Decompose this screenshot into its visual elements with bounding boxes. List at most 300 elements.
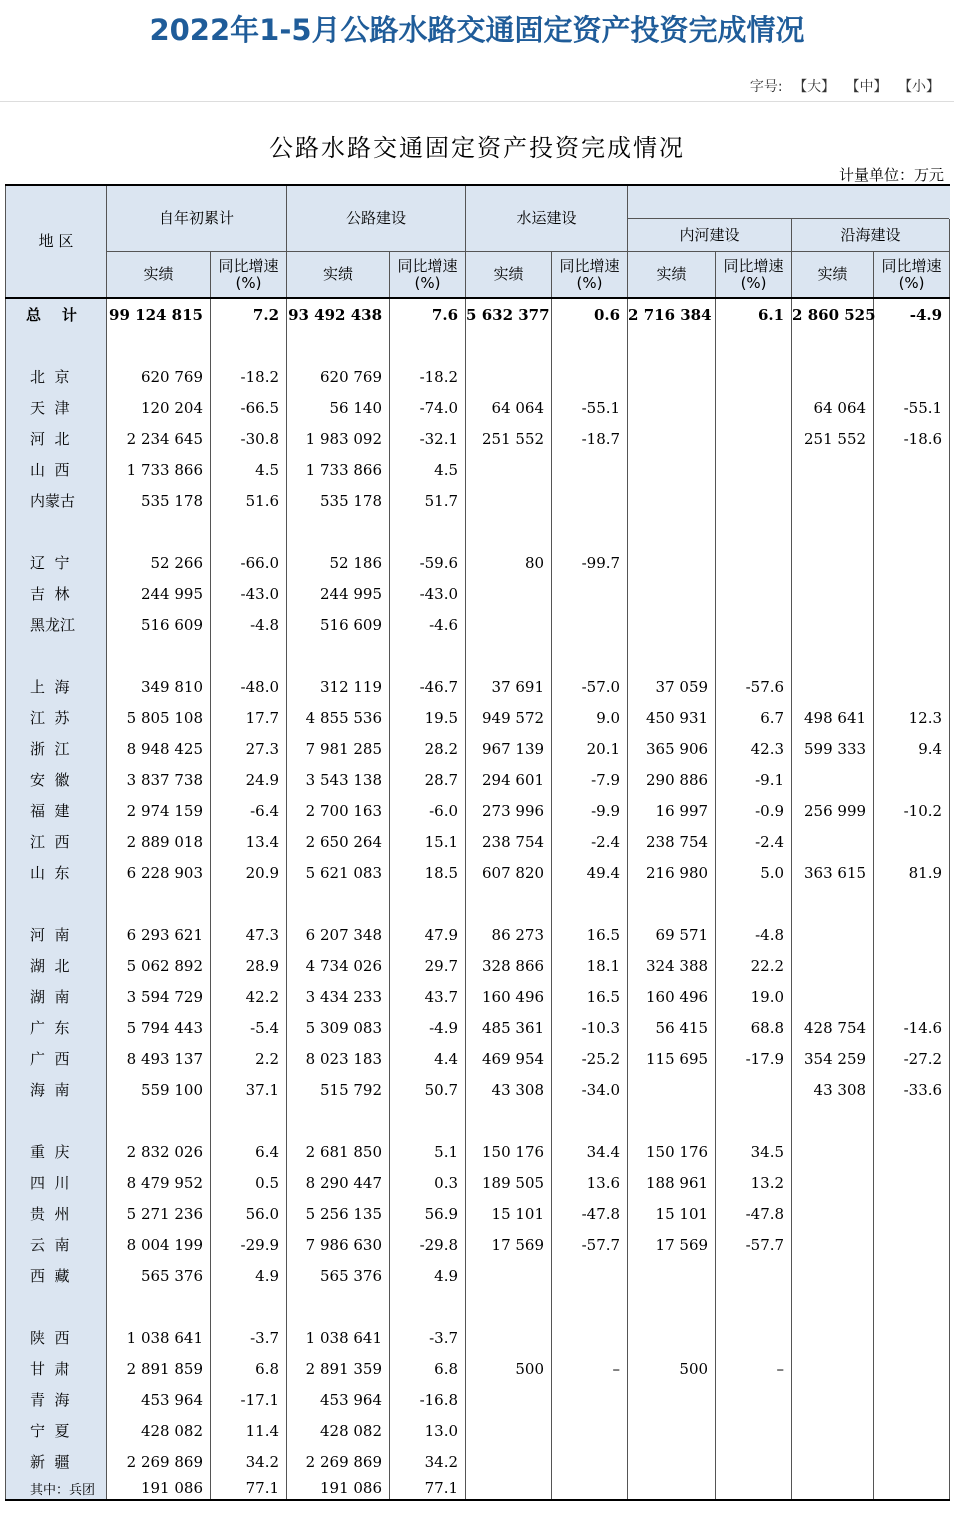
actual-value-cell	[792, 578, 874, 609]
actual-value-cell: 251 552	[792, 423, 874, 454]
yoy-value-cell: 81.9	[874, 857, 950, 888]
spacer-cell	[107, 1291, 211, 1322]
yoy-value-cell	[716, 1415, 792, 1446]
actual-value-cell	[628, 423, 716, 454]
spacer-cell	[107, 640, 211, 671]
yoy-value-cell: -18.2	[211, 361, 287, 392]
spacer-cell	[107, 1105, 211, 1136]
spacer-cell	[874, 640, 950, 671]
yoy-value-cell: 34.2	[390, 1446, 466, 1477]
actual-value-cell: 535 178	[107, 485, 211, 516]
yoy-value-cell: 34.4	[552, 1136, 628, 1167]
spacer-cell	[716, 330, 792, 361]
actual-value-cell	[792, 1384, 874, 1415]
actual-value-cell: 565 376	[107, 1260, 211, 1291]
yoy-value-cell	[716, 392, 792, 423]
yoy-value-cell: 6.8	[211, 1353, 287, 1384]
yoy-value-cell	[552, 609, 628, 640]
table-row	[6, 361, 950, 392]
header-region: 地 区	[6, 185, 107, 298]
actual-value-cell	[792, 1322, 874, 1353]
spacer-cell	[716, 640, 792, 671]
actual-value-cell: 500	[628, 1353, 716, 1384]
yoy-value-cell: 12.3	[874, 702, 950, 733]
yoy-value-cell: -2.4	[552, 826, 628, 857]
yoy-value-cell	[716, 1384, 792, 1415]
spacer-cell	[628, 1105, 716, 1136]
group-spacer-row	[6, 1105, 950, 1136]
region-cell: 辽 宁	[6, 547, 107, 578]
actual-value-cell: 535 178	[287, 485, 390, 516]
yoy-value-cell	[874, 578, 950, 609]
actual-value-cell: 15 101	[466, 1198, 552, 1229]
yoy-value-cell: -4.9	[874, 298, 950, 330]
table-row	[6, 1043, 950, 1074]
yoy-value-cell	[552, 1446, 628, 1477]
actual-value-cell: 8 290 447	[287, 1167, 390, 1198]
table-row	[6, 857, 950, 888]
font-size-medium-link[interactable]: 【中】	[845, 79, 888, 95]
actual-value-cell: 559 100	[107, 1074, 211, 1105]
yoy-value-cell: 0.5	[211, 1167, 287, 1198]
spacer-cell	[211, 516, 287, 547]
yoy-value-cell: 77.1	[211, 1477, 287, 1500]
yoy-value-cell: 6.8	[390, 1353, 466, 1384]
actual-value-cell: 428 082	[287, 1415, 390, 1446]
header-pct-label: (%)	[898, 273, 925, 292]
spacer-cell	[874, 1105, 950, 1136]
actual-value-cell	[792, 361, 874, 392]
actual-value-cell	[792, 950, 874, 981]
spacer-cell	[716, 516, 792, 547]
yoy-value-cell: 6.4	[211, 1136, 287, 1167]
yoy-value-cell: 17.7	[211, 702, 287, 733]
yoy-value-cell: 4.9	[390, 1260, 466, 1291]
spacer-cell	[211, 640, 287, 671]
yoy-value-cell: -14.6	[874, 1012, 950, 1043]
actual-value-cell	[792, 1446, 874, 1477]
actual-value-cell: 5 271 236	[107, 1198, 211, 1229]
region-cell: 浙 江	[6, 733, 107, 764]
actual-value-cell: 8 479 952	[107, 1167, 211, 1198]
actual-value-cell	[792, 1198, 874, 1229]
spacer-cell	[287, 1105, 390, 1136]
actual-value-cell	[466, 485, 552, 516]
yoy-value-cell: -4.8	[211, 609, 287, 640]
actual-value-cell: 4 855 536	[287, 702, 390, 733]
spacer-cell	[211, 1105, 287, 1136]
actual-value-cell: 2 832 026	[107, 1136, 211, 1167]
actual-value-cell: 52 186	[287, 547, 390, 578]
actual-value-cell: 2 234 645	[107, 423, 211, 454]
region-cell: 新 疆	[6, 1446, 107, 1477]
spacer-cell	[792, 330, 874, 361]
font-size-small-link[interactable]: 【小】	[898, 79, 940, 95]
yoy-value-cell: -2.4	[716, 826, 792, 857]
yoy-value-cell: -46.7	[390, 671, 466, 702]
actual-value-cell	[792, 454, 874, 485]
yoy-value-cell: 16.5	[552, 919, 628, 950]
header-water: 水运建设	[466, 185, 628, 252]
yoy-value-cell: -17.9	[716, 1043, 792, 1074]
table-row	[6, 764, 950, 795]
actual-value-cell: 290 886	[628, 764, 716, 795]
yoy-value-cell	[874, 1446, 950, 1477]
header-yoy-label: 同比增速	[397, 256, 458, 275]
yoy-value-cell: 47.9	[390, 919, 466, 950]
table-row	[6, 609, 950, 640]
yoy-value-cell: 42.2	[211, 981, 287, 1012]
yoy-value-cell: -55.1	[552, 392, 628, 423]
region-cell: 上 海	[6, 671, 107, 702]
yoy-value-cell: 5.0	[716, 857, 792, 888]
table-row	[6, 454, 950, 485]
yoy-value-cell: 28.7	[390, 764, 466, 795]
yoy-value-cell	[874, 454, 950, 485]
yoy-value-cell: 51.7	[390, 485, 466, 516]
actual-value-cell	[466, 609, 552, 640]
yoy-value-cell: 43.7	[390, 981, 466, 1012]
yoy-value-cell: 13.2	[716, 1167, 792, 1198]
spacer-cell	[792, 640, 874, 671]
yoy-value-cell	[874, 1415, 950, 1446]
actual-value-cell: 2 860 525	[792, 298, 874, 330]
actual-value-cell: 160 496	[466, 981, 552, 1012]
yoy-value-cell: -29.9	[211, 1229, 287, 1260]
actual-value-cell: 3 594 729	[107, 981, 211, 1012]
header-coastal: 沿海建设	[792, 219, 950, 252]
actual-value-cell	[628, 361, 716, 392]
actual-value-cell: 2 650 264	[287, 826, 390, 857]
yoy-value-cell	[552, 1477, 628, 1500]
actual-value-cell: 5 794 443	[107, 1012, 211, 1043]
yoy-value-cell: 56.0	[211, 1198, 287, 1229]
yoy-value-cell: 29.7	[390, 950, 466, 981]
spacer-cell	[211, 330, 287, 361]
table-title: 公路水路交通固定资产投资完成情况	[269, 134, 685, 162]
region-cell: 安 徽	[6, 764, 107, 795]
actual-value-cell: 2 269 869	[107, 1446, 211, 1477]
actual-value-cell: 17 569	[466, 1229, 552, 1260]
yoy-value-cell: -16.8	[390, 1384, 466, 1415]
header-inland: 内河建设	[628, 219, 792, 252]
region-cell: 重 庆	[6, 1136, 107, 1167]
actual-value-cell: 16 997	[628, 795, 716, 826]
yoy-value-cell: -18.2	[390, 361, 466, 392]
yoy-value-cell	[874, 950, 950, 981]
yoy-value-cell: -66.5	[211, 392, 287, 423]
actual-value-cell: 1 983 092	[287, 423, 390, 454]
spacer-cell	[211, 1291, 287, 1322]
actual-value-cell	[628, 1446, 716, 1477]
yoy-value-cell	[552, 485, 628, 516]
region-cell: 西 藏	[6, 1260, 107, 1291]
actual-value-cell: 1 038 641	[287, 1322, 390, 1353]
actual-value-cell	[466, 578, 552, 609]
yoy-value-cell: -57.7	[716, 1229, 792, 1260]
yoy-value-cell: -74.0	[390, 392, 466, 423]
actual-value-cell: 191 086	[107, 1477, 211, 1500]
actual-value-cell: 15 101	[628, 1198, 716, 1229]
yoy-value-cell: -48.0	[211, 671, 287, 702]
yoy-value-cell	[716, 1446, 792, 1477]
spacer-cell	[287, 888, 390, 919]
actual-value-cell: 8 948 425	[107, 733, 211, 764]
yoy-value-cell: -6.4	[211, 795, 287, 826]
yoy-value-cell: -34.0	[552, 1074, 628, 1105]
yoy-value-cell	[874, 609, 950, 640]
spacer-cell	[552, 888, 628, 919]
yoy-value-cell: 0.3	[390, 1167, 466, 1198]
spacer-cell	[466, 888, 552, 919]
region-cell: 江 西	[6, 826, 107, 857]
spacer-cell	[874, 330, 950, 361]
region-cell: 广 东	[6, 1012, 107, 1043]
yoy-value-cell	[874, 1198, 950, 1229]
table-row	[6, 1384, 950, 1415]
actual-value-cell: 2 889 018	[107, 826, 211, 857]
actual-value-cell: 7 986 630	[287, 1229, 390, 1260]
group-spacer-row	[6, 330, 950, 361]
yoy-value-cell	[716, 1322, 792, 1353]
spacer-cell	[107, 888, 211, 919]
region-cell: 江 苏	[6, 702, 107, 733]
actual-value-cell: 620 769	[107, 361, 211, 392]
yoy-value-cell	[716, 361, 792, 392]
region-cell: 甘 肃	[6, 1353, 107, 1384]
yoy-value-cell: 13.6	[552, 1167, 628, 1198]
header-pct-label: (%)	[235, 273, 262, 292]
region-cell: 吉 林	[6, 578, 107, 609]
actual-value-cell	[628, 1415, 716, 1446]
actual-value-cell: 3 543 138	[287, 764, 390, 795]
spacer-cell	[6, 640, 107, 671]
actual-value-cell: 256 999	[792, 795, 874, 826]
spacer-cell	[792, 516, 874, 547]
header-highway-actual: 实绩	[287, 252, 390, 299]
yoy-value-cell	[716, 1074, 792, 1105]
table-row	[6, 1136, 950, 1167]
table-row	[6, 702, 950, 733]
actual-value-cell: 8 493 137	[107, 1043, 211, 1074]
yoy-value-cell: 42.3	[716, 733, 792, 764]
page-title: 2022年1-5月公路水路交通固定资产投资完成情况	[149, 13, 805, 47]
yoy-value-cell: -17.1	[211, 1384, 287, 1415]
actual-value-cell	[792, 764, 874, 795]
spacer-cell	[716, 1291, 792, 1322]
yoy-value-cell: -18.7	[552, 423, 628, 454]
actual-value-cell	[628, 485, 716, 516]
actual-value-cell	[466, 1477, 552, 1500]
yoy-value-cell: -55.1	[874, 392, 950, 423]
actual-value-cell	[792, 1353, 874, 1384]
actual-value-cell: 56 140	[287, 392, 390, 423]
actual-value-cell: 2 681 850	[287, 1136, 390, 1167]
actual-value-cell: 150 176	[466, 1136, 552, 1167]
spacer-cell	[390, 1105, 466, 1136]
region-cell: 宁 夏	[6, 1415, 107, 1446]
spacer-cell	[287, 640, 390, 671]
actual-value-cell	[466, 1322, 552, 1353]
header-yoy-label: 同比增速	[723, 256, 784, 275]
actual-value-cell: 967 139	[466, 733, 552, 764]
yoy-value-cell: -25.2	[552, 1043, 628, 1074]
actual-value-cell	[792, 981, 874, 1012]
region-cell: 海 南	[6, 1074, 107, 1105]
actual-value-cell: 120 204	[107, 392, 211, 423]
actual-value-cell: 312 119	[287, 671, 390, 702]
header-inland-actual: 实绩	[628, 252, 716, 299]
yoy-value-cell	[552, 578, 628, 609]
actual-value-cell: 2 716 384	[628, 298, 716, 330]
actual-value-cell	[628, 1384, 716, 1415]
actual-value-cell: 5 805 108	[107, 702, 211, 733]
yoy-value-cell: -57.7	[552, 1229, 628, 1260]
actual-value-cell: 150 176	[628, 1136, 716, 1167]
yoy-value-cell	[874, 1353, 950, 1384]
actual-value-cell	[466, 454, 552, 485]
yoy-value-cell: -47.8	[552, 1198, 628, 1229]
spacer-cell	[287, 1291, 390, 1322]
table-row	[6, 919, 950, 950]
yoy-value-cell: -43.0	[390, 578, 466, 609]
actual-value-cell: 349 810	[107, 671, 211, 702]
table-row	[6, 1198, 950, 1229]
yoy-value-cell: 22.2	[716, 950, 792, 981]
actual-value-cell: 3 434 233	[287, 981, 390, 1012]
table-row	[6, 981, 950, 1012]
actual-value-cell: 354 259	[792, 1043, 874, 1074]
yoy-value-cell	[552, 1322, 628, 1353]
region-cell: 天 津	[6, 392, 107, 423]
yoy-value-cell: 20.9	[211, 857, 287, 888]
yoy-value-cell: -66.0	[211, 547, 287, 578]
spacer-cell	[107, 516, 211, 547]
font-size-large-link[interactable]: 【大】	[793, 79, 836, 95]
font-size-label: 字号:	[749, 79, 783, 95]
table-row	[6, 392, 950, 423]
table-row	[6, 795, 950, 826]
yoy-value-cell: 4.5	[211, 454, 287, 485]
yoy-value-cell: -3.7	[390, 1322, 466, 1353]
actual-value-cell: 64 064	[792, 392, 874, 423]
spacer-cell	[792, 888, 874, 919]
font-size-switcher	[750, 76, 940, 96]
yoy-value-cell	[874, 1260, 950, 1291]
yoy-value-cell: 24.9	[211, 764, 287, 795]
spacer-cell	[792, 1105, 874, 1136]
yoy-value-cell: 34.5	[716, 1136, 792, 1167]
table-row	[6, 1074, 950, 1105]
yoy-value-cell: –	[716, 1353, 792, 1384]
group-spacer-row	[6, 888, 950, 919]
actual-value-cell	[628, 1074, 716, 1105]
actual-value-cell	[628, 1322, 716, 1353]
spacer-cell	[466, 516, 552, 547]
yoy-value-cell: -33.6	[874, 1074, 950, 1105]
header-ytd-yoy	[211, 252, 287, 299]
yoy-value-cell	[716, 423, 792, 454]
header-water-actual: 实绩	[466, 252, 552, 299]
yoy-value-cell	[874, 1384, 950, 1415]
yoy-value-cell	[716, 1477, 792, 1500]
yoy-value-cell	[716, 454, 792, 485]
actual-value-cell: 6 293 621	[107, 919, 211, 950]
yoy-value-cell: 13.0	[390, 1415, 466, 1446]
header-water-spacer	[628, 185, 950, 219]
actual-value-cell: 8 023 183	[287, 1043, 390, 1074]
yoy-value-cell: 47.3	[211, 919, 287, 950]
spacer-cell	[466, 1105, 552, 1136]
spacer-cell	[552, 640, 628, 671]
actual-value-cell: 2 700 163	[287, 795, 390, 826]
actual-value-cell	[792, 1477, 874, 1500]
yoy-value-cell	[716, 1260, 792, 1291]
yoy-value-cell: -6.0	[390, 795, 466, 826]
actual-value-cell: 43 308	[466, 1074, 552, 1105]
table-row	[6, 1260, 950, 1291]
yoy-value-cell: -0.9	[716, 795, 792, 826]
spacer-cell	[792, 1291, 874, 1322]
group-spacer-row	[6, 516, 950, 547]
region-cell: 总 计	[6, 298, 107, 330]
table-row	[6, 1322, 950, 1353]
actual-value-cell: 428 754	[792, 1012, 874, 1043]
actual-value-cell: 8 004 199	[107, 1229, 211, 1260]
actual-value-cell	[792, 485, 874, 516]
spacer-cell	[6, 888, 107, 919]
spacer-cell	[390, 640, 466, 671]
actual-value-cell: 64 064	[466, 392, 552, 423]
actual-value-cell: 80	[466, 547, 552, 578]
header-divider	[0, 101, 954, 102]
table-row	[6, 578, 950, 609]
yoy-value-cell	[716, 609, 792, 640]
actual-value-cell: 2 974 159	[107, 795, 211, 826]
yoy-value-cell: -57.6	[716, 671, 792, 702]
yoy-value-cell	[874, 547, 950, 578]
yoy-value-cell: -10.2	[874, 795, 950, 826]
header-inland-yoy	[716, 252, 792, 299]
spacer-cell	[466, 640, 552, 671]
actual-value-cell: 52 266	[107, 547, 211, 578]
spacer-cell	[628, 330, 716, 361]
actual-value-cell: 607 820	[466, 857, 552, 888]
table-row	[6, 826, 950, 857]
actual-value-cell: 56 415	[628, 1012, 716, 1043]
yoy-value-cell: -10.3	[552, 1012, 628, 1043]
actual-value-cell: 3 837 738	[107, 764, 211, 795]
region-cell: 河 南	[6, 919, 107, 950]
actual-value-cell	[792, 1229, 874, 1260]
yoy-value-cell: 6.1	[716, 298, 792, 330]
yoy-value-cell: 49.4	[552, 857, 628, 888]
actual-value-cell	[628, 609, 716, 640]
yoy-value-cell: -9.1	[716, 764, 792, 795]
actual-value-cell: 5 621 083	[287, 857, 390, 888]
actual-value-cell: 1 038 641	[107, 1322, 211, 1353]
actual-value-cell: 599 333	[792, 733, 874, 764]
region-cell: 湖 北	[6, 950, 107, 981]
actual-value-cell	[792, 826, 874, 857]
yoy-value-cell: 0.6	[552, 298, 628, 330]
actual-value-cell: 565 376	[287, 1260, 390, 1291]
actual-value-cell	[628, 547, 716, 578]
header-pct-label: (%)	[576, 273, 603, 292]
actual-value-cell	[792, 1415, 874, 1446]
spacer-cell	[390, 1291, 466, 1322]
spacer-cell	[716, 888, 792, 919]
